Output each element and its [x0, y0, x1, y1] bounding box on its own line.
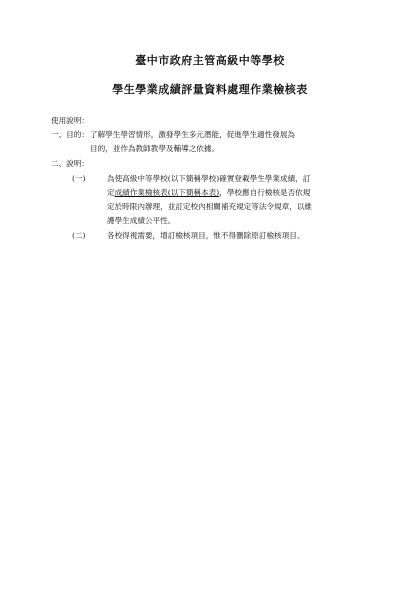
sub2-line1: 各校得視需要，增訂檢核項目，惟不得刪除原訂檢核項目。: [107, 231, 305, 240]
sub1-line2-underlined: 成績作業檢核表(以下簡稱本表): [114, 188, 220, 197]
item1-text-line2: 目的，並作為教師教學及輔導之依據。: [90, 144, 220, 153]
item2-label: 二、說明：: [51, 159, 89, 168]
sub1-line2: [107, 186, 310, 200]
sub1-marker: (一): [72, 174, 86, 183]
sub1-line1: 為使高級中等學校(以下簡稱學校)確實登載學生學業成績，訂: [107, 174, 311, 183]
sub1-line2-prefix: 定: [107, 188, 115, 197]
sub2-marker: (二): [72, 231, 86, 240]
sub1-line3: 定於時限內辦理，並訂定校內相關補充規定等法令規章，以維: [107, 202, 313, 211]
usage-heading: 使用說明：: [51, 116, 89, 125]
sub1-line2-suffix: ，學校應自行檢核是否依規: [219, 188, 311, 197]
document-title-line2: 學生學業成績評量資料處理作業檢核表: [112, 83, 308, 96]
item1-text-line1: 了解學生學習情形，激發學生多元潛能，促進學生適性發展為: [90, 130, 296, 139]
sub1-line4: 護學生成績公平性。: [107, 216, 176, 225]
document-title-line1: 臺中市政府主管高級中等學校: [135, 54, 285, 67]
item1-label: 一、目的：: [51, 130, 89, 139]
